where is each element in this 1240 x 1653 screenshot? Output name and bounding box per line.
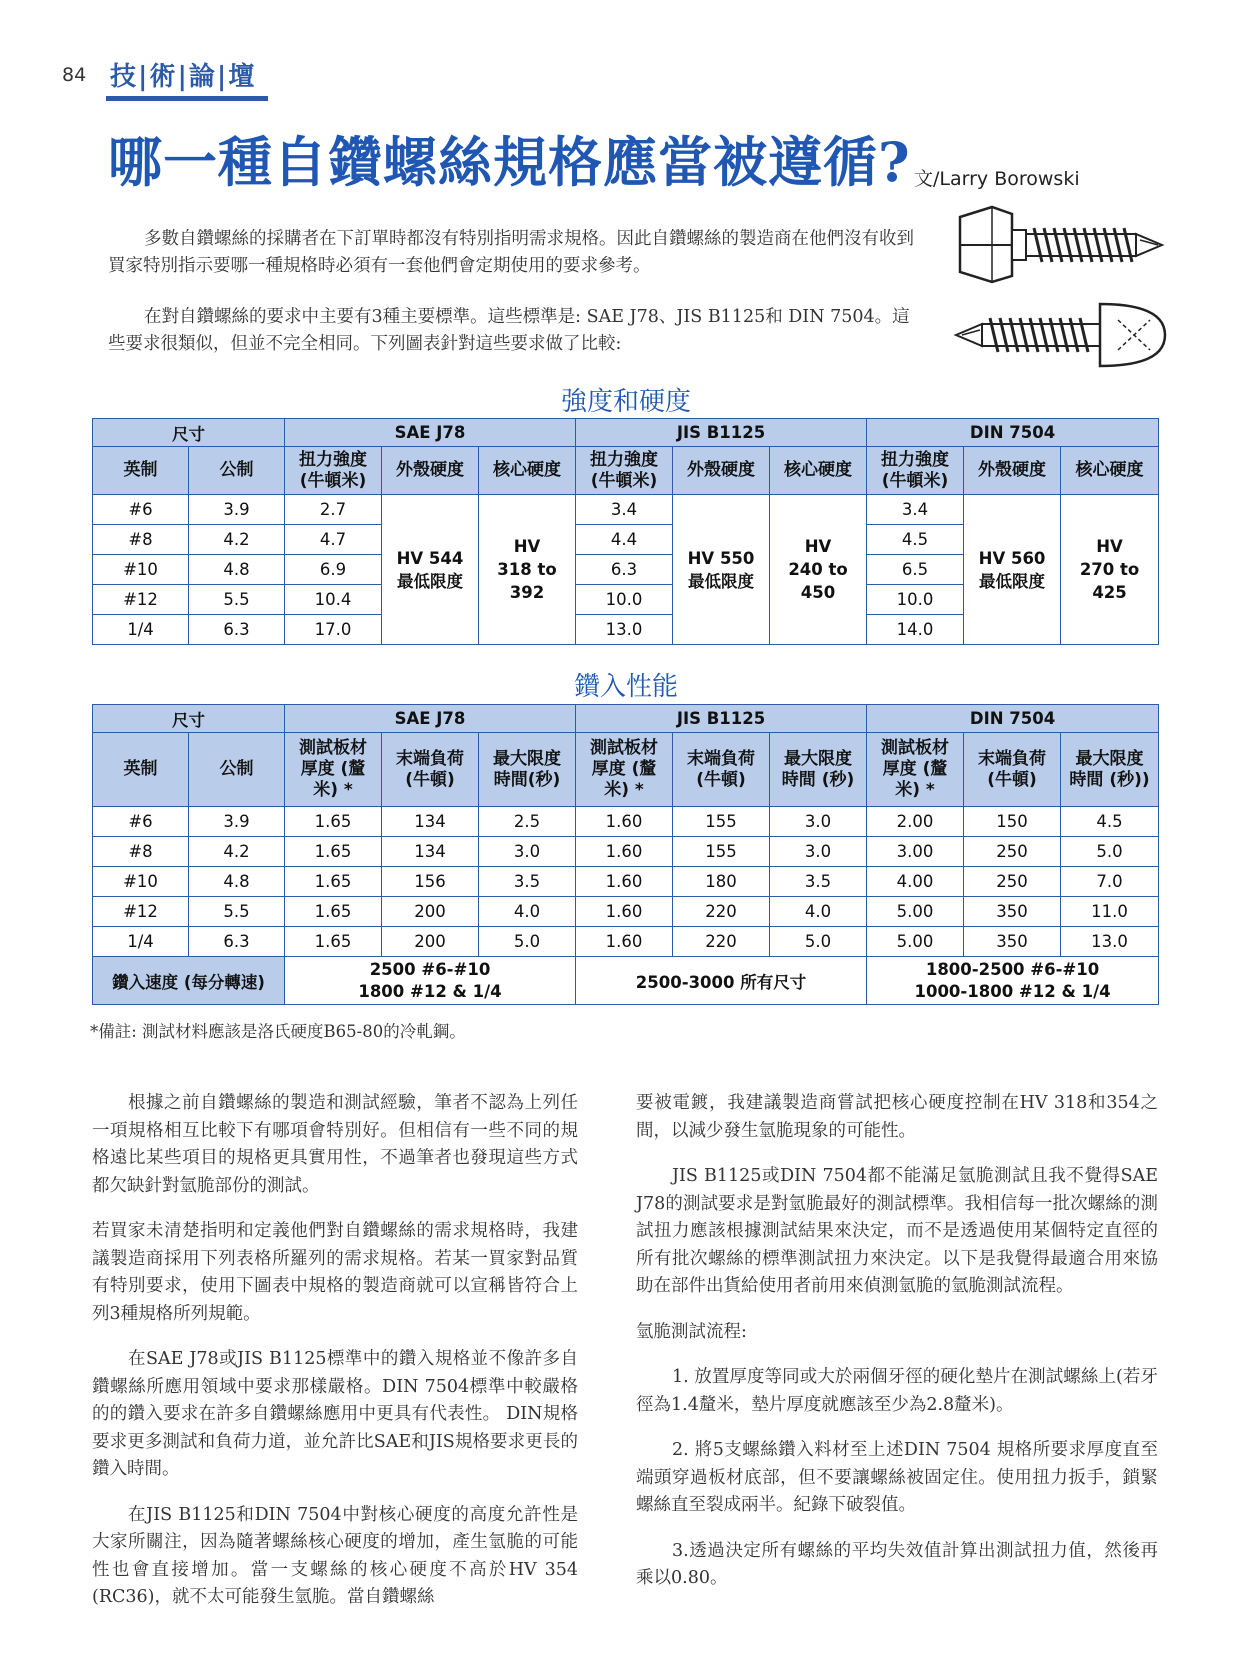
din-speed-line-1: 1800-2500 #6-#10 bbox=[925, 959, 1100, 979]
sae-core-hardness: HV 318 to 392 bbox=[479, 495, 576, 645]
table-cell: 1.60 bbox=[576, 927, 673, 957]
inch-header: 英制 bbox=[93, 447, 189, 495]
table-cell: 4.0 bbox=[770, 897, 867, 927]
torque-header: 扭力強度 (牛頓米) bbox=[867, 447, 964, 495]
size-header: 尺寸 bbox=[93, 419, 285, 447]
end-load-header: 末端負荷 (牛頓) bbox=[964, 733, 1061, 807]
drill-performance-table bbox=[92, 704, 1159, 1005]
din-header: DIN 7504 bbox=[867, 705, 1159, 733]
plate-thickness-header: 測試板材 厚度 (釐米) * bbox=[867, 733, 964, 807]
table-row bbox=[93, 867, 1159, 897]
table-cell: 7.0 bbox=[1061, 867, 1159, 897]
procedure-step-2: 2. 將5支螺絲鑽入料材至上述DIN 7504 規格所要求厚度直至端頭穿過板材底部，但不要讓螺絲被固定住。使用扭力扳手，鎖緊螺絲直至裂成兩半。紀錄下破裂值。 bbox=[636, 1440, 1158, 1515]
table-cell: 4.7 bbox=[285, 525, 382, 555]
procedure-heading: 氫脆測試流程: bbox=[636, 1321, 747, 1342]
page-number: 84 bbox=[62, 64, 87, 86]
din-speed-line-2: 1000-1800 #12 & 1/4 bbox=[914, 981, 1111, 1001]
body-paragraph: 在SAE J78或JIS B1125標準中的鑽入規格並不像許多自鑽螺絲所應用領域中要求那樣嚴格。DIN 7504標準中較嚴格的的鑽入要求在許多自鑽螺絲應用中更具有代表性。 DIN規格要求更多測試和負荷力道，並允許比SAE和JIS規格要求更長的鑽入時間。 bbox=[92, 1349, 578, 1479]
drill-speed-label: 鑽入速度 (每分轉速) bbox=[93, 957, 285, 1005]
table-cell: 250 bbox=[964, 837, 1061, 867]
table-cell: 4.8 bbox=[189, 555, 285, 585]
inch-header: 英制 bbox=[93, 733, 189, 807]
table-cell: 1.60 bbox=[576, 867, 673, 897]
intro-paragraph-2: 在對自鑽螺絲的要求中主要有3種主要標準。這些標準是: SAE J78、JIS B1125和 DIN 7504。這些要求很類似，但並不完全相同。下列圖表針對這些要求做了比較: bbox=[108, 307, 910, 354]
table-cell: 3.0 bbox=[770, 807, 867, 837]
table1-title: 強度和硬度 bbox=[560, 387, 691, 417]
sae-header: SAE J78 bbox=[285, 705, 576, 733]
table-cell: 5.0 bbox=[1061, 837, 1159, 867]
table-cell: 1.60 bbox=[576, 897, 673, 927]
jis-header: JIS B1125 bbox=[576, 705, 867, 733]
max-time-header: 最大限度 時間 (秒) bbox=[770, 733, 867, 807]
table-cell: 155 bbox=[673, 807, 770, 837]
table-cell: 17.0 bbox=[285, 615, 382, 645]
body-paragraph: 若買家未清楚指明和定義他們對自鑽螺絲的需求規格時，我建議製造商採用下列表格所羅列的需求規格。若某一買家對品質有特別要求，使用下圖表中規格的製造商就可以宣稱皆符合上列3種規格所列規範。 bbox=[92, 1221, 578, 1324]
table-cell: 1.65 bbox=[285, 867, 382, 897]
table2-title: 鑽入性能 bbox=[573, 672, 678, 702]
table-cell: 5.5 bbox=[189, 585, 285, 615]
author-byline: 文/Larry Borowski bbox=[914, 168, 1080, 190]
table-cell: 350 bbox=[964, 927, 1061, 957]
table-cell: 10.0 bbox=[576, 585, 673, 615]
din-core-hardness: HV 270 to 425 bbox=[1061, 495, 1159, 645]
table-cell: 5.00 bbox=[867, 927, 964, 957]
table-cell: 13.0 bbox=[1061, 927, 1159, 957]
table-cell: 156 bbox=[382, 867, 479, 897]
table-cell: 5.00 bbox=[867, 897, 964, 927]
table-cell: 1.65 bbox=[285, 897, 382, 927]
table-cell: 150 bbox=[964, 807, 1061, 837]
case-hardness-header: 外殼硬度 bbox=[964, 447, 1061, 495]
din-drill-speed bbox=[867, 957, 1159, 1005]
right-column bbox=[636, 1090, 1158, 1611]
jis-drill-speed: 2500-3000 所有尺寸 bbox=[576, 957, 867, 1005]
end-load-header: 末端負荷 (牛頓) bbox=[673, 733, 770, 807]
table-footnote: *備註: 測試材料應該是洛氏硬度B65-80的冷軋鋼。 bbox=[90, 1022, 466, 1041]
table-cell: 4.5 bbox=[1061, 807, 1159, 837]
table-cell: 4.00 bbox=[867, 867, 964, 897]
table-cell: 3.00 bbox=[867, 837, 964, 867]
table-cell: 350 bbox=[964, 897, 1061, 927]
table-cell: 2.7 bbox=[285, 495, 382, 525]
table-cell: #6 bbox=[93, 495, 189, 525]
table-cell: 4.4 bbox=[576, 525, 673, 555]
table-cell: 4.2 bbox=[189, 837, 285, 867]
table-cell: 200 bbox=[382, 897, 479, 927]
pan-head-screw-illustration bbox=[950, 290, 1170, 380]
table-cell: 3.9 bbox=[189, 807, 285, 837]
jis-core-hardness: HV 240 to 450 bbox=[770, 495, 867, 645]
core-hardness-header: 核心硬度 bbox=[1061, 447, 1159, 495]
case-hardness-header: 外殼硬度 bbox=[673, 447, 770, 495]
table-cell: 5.0 bbox=[770, 927, 867, 957]
core-hardness-header: 核心硬度 bbox=[770, 447, 867, 495]
metric-header: 公制 bbox=[189, 447, 285, 495]
body-paragraph: 根據之前自鑽螺絲的製造和測試經驗，筆者不認為上列任一項規格相互比較下有哪項會特別好。但相信有一些不同的規格遠比某些項目的規格更具實用性，不過筆者也發現這些方式都欠缺針對氫脆部份的測試。 bbox=[92, 1093, 578, 1196]
table-cell: 2.00 bbox=[867, 807, 964, 837]
table-cell: 5.0 bbox=[479, 927, 576, 957]
table-cell: 14.0 bbox=[867, 615, 964, 645]
section-underline bbox=[106, 96, 268, 101]
table-cell: 13.0 bbox=[576, 615, 673, 645]
hex-head-screw-illustration bbox=[950, 202, 1170, 288]
intro-paragraph-1: 多數自鑽螺絲的採購者在下訂單時都沒有特別指明需求規格。因此自鑽螺絲的製造商在他們沒有收到買家特別指示要哪一種規格時必須有一套他們會定期使用的要求參考。 bbox=[108, 229, 914, 276]
table-cell: 180 bbox=[673, 867, 770, 897]
table-cell: #8 bbox=[93, 837, 189, 867]
plate-thickness-header: 測試板材 厚度 (釐米) * bbox=[285, 733, 382, 807]
table-cell: 3.0 bbox=[770, 837, 867, 867]
table-cell: #12 bbox=[93, 897, 189, 927]
end-load-header: 末端負荷 (牛頓) bbox=[382, 733, 479, 807]
table-cell: 220 bbox=[673, 927, 770, 957]
table-cell: 1.65 bbox=[285, 837, 382, 867]
table-cell: 6.9 bbox=[285, 555, 382, 585]
table-cell: 1.60 bbox=[576, 807, 673, 837]
din-case-hardness: HV 560 最低限度 bbox=[964, 495, 1061, 645]
table-cell: 134 bbox=[382, 807, 479, 837]
table-cell: 11.0 bbox=[1061, 897, 1159, 927]
sae-speed-line-2: 1800 #12 & 1/4 bbox=[358, 981, 502, 1001]
section-label: 技|術|論|壇 bbox=[110, 62, 257, 92]
table-cell: 3.5 bbox=[479, 867, 576, 897]
jis-case-hardness: HV 550 最低限度 bbox=[673, 495, 770, 645]
table-cell: 6.5 bbox=[867, 555, 964, 585]
table-cell: 3.0 bbox=[479, 837, 576, 867]
table-row bbox=[93, 495, 1159, 525]
table-cell: 3.4 bbox=[576, 495, 673, 525]
drill-speed-row bbox=[93, 957, 1159, 1005]
case-hardness-header: 外殼硬度 bbox=[382, 447, 479, 495]
table-cell: 250 bbox=[964, 867, 1061, 897]
table-cell: 155 bbox=[673, 837, 770, 867]
table-cell: 10.0 bbox=[867, 585, 964, 615]
size-header: 尺寸 bbox=[93, 705, 285, 733]
jis-header: JIS B1125 bbox=[576, 419, 867, 447]
table-cell: #6 bbox=[93, 807, 189, 837]
torque-header: 扭力強度 (牛頓米) bbox=[576, 447, 673, 495]
body-paragraph: JIS B1125或DIN 7504都不能滿足氫脆測試且我不覺得SAE J78的測試要求是對氫脆最好的測試標準。我相信每一批次螺絲的測試扭力應該根據測試結果來決定，而不是透過使用某個特定直徑的所有批次螺絲的標準測試扭力來決定。以下是我覺得最適合用來協助在部件出貨給使用者前用來偵測氫脆的氫脆測試流程。 bbox=[636, 1166, 1158, 1296]
table-cell: #12 bbox=[93, 585, 189, 615]
left-column bbox=[92, 1090, 578, 1630]
table-cell: 1.65 bbox=[285, 927, 382, 957]
max-time-header: 最大限度 時間(秒) bbox=[479, 733, 576, 807]
din-header: DIN 7504 bbox=[867, 419, 1159, 447]
strength-hardness-table bbox=[92, 418, 1159, 645]
torque-header: 扭力強度 (牛頓米) bbox=[285, 447, 382, 495]
article-title: 哪一種自鑽螺絲規格應當被遵循? bbox=[108, 130, 911, 194]
body-paragraph: 要被電鍍，我建議製造商嘗試把核心硬度控制在HV 318和354之間，以減少發生氫脆現象的可能性。 bbox=[636, 1093, 1158, 1141]
table-row bbox=[93, 807, 1159, 837]
table-cell: 4.0 bbox=[479, 897, 576, 927]
table-row bbox=[93, 897, 1159, 927]
table-cell: 1/4 bbox=[93, 615, 189, 645]
table-cell: 220 bbox=[673, 897, 770, 927]
table-cell: #10 bbox=[93, 555, 189, 585]
table-cell: 6.3 bbox=[576, 555, 673, 585]
plate-thickness-header: 測試板材 厚度 (釐米) * bbox=[576, 733, 673, 807]
table-cell: 200 bbox=[382, 927, 479, 957]
sae-speed-line-1: 2500 #6-#10 bbox=[369, 959, 491, 979]
body-paragraph: 在JIS B1125和DIN 7504中對核心硬度的高度允許性是大家所關注，因為隨著螺絲核心硬度的增加，產生氫脆的可能性也會直接增加。當一支螺絲的核心硬度不高於HV 354 (RC36)，就不太可能發生氫脆。當自鑽螺絲 bbox=[92, 1504, 578, 1607]
table-cell: #10 bbox=[93, 867, 189, 897]
metric-header: 公制 bbox=[189, 733, 285, 807]
table-cell: #8 bbox=[93, 525, 189, 555]
table-cell: 3.4 bbox=[867, 495, 964, 525]
table-cell: 4.8 bbox=[189, 867, 285, 897]
sae-case-hardness: HV 544 最低限度 bbox=[382, 495, 479, 645]
table-cell: 6.3 bbox=[189, 615, 285, 645]
table-cell: 4.2 bbox=[189, 525, 285, 555]
table-cell: 1.65 bbox=[285, 807, 382, 837]
table-cell: 3.9 bbox=[189, 495, 285, 525]
sae-drill-speed bbox=[285, 957, 576, 1005]
table-cell: 6.3 bbox=[189, 927, 285, 957]
table-cell: 10.4 bbox=[285, 585, 382, 615]
table-row bbox=[93, 837, 1159, 867]
table-cell: 4.5 bbox=[867, 525, 964, 555]
procedure-step-1: 1. 放置厚度等同或大於兩個牙徑的硬化墊片在測試螺絲上(若牙徑為1.4釐米，墊片厚度就應該至少為2.8釐米)。 bbox=[636, 1367, 1158, 1415]
table-row bbox=[93, 927, 1159, 957]
table-cell: 134 bbox=[382, 837, 479, 867]
max-time-header: 最大限度 時間 (秒)) bbox=[1061, 733, 1159, 807]
procedure-step-3: 3.透過決定所有螺絲的平均失效值計算出測試扭力值，然後再乘以0.80。 bbox=[636, 1540, 1158, 1588]
core-hardness-header: 核心硬度 bbox=[479, 447, 576, 495]
table-cell: 2.5 bbox=[479, 807, 576, 837]
table-cell: 5.5 bbox=[189, 897, 285, 927]
sae-header: SAE J78 bbox=[285, 419, 576, 447]
table-cell: 1/4 bbox=[93, 927, 189, 957]
table-cell: 1.60 bbox=[576, 837, 673, 867]
table-cell: 3.5 bbox=[770, 867, 867, 897]
